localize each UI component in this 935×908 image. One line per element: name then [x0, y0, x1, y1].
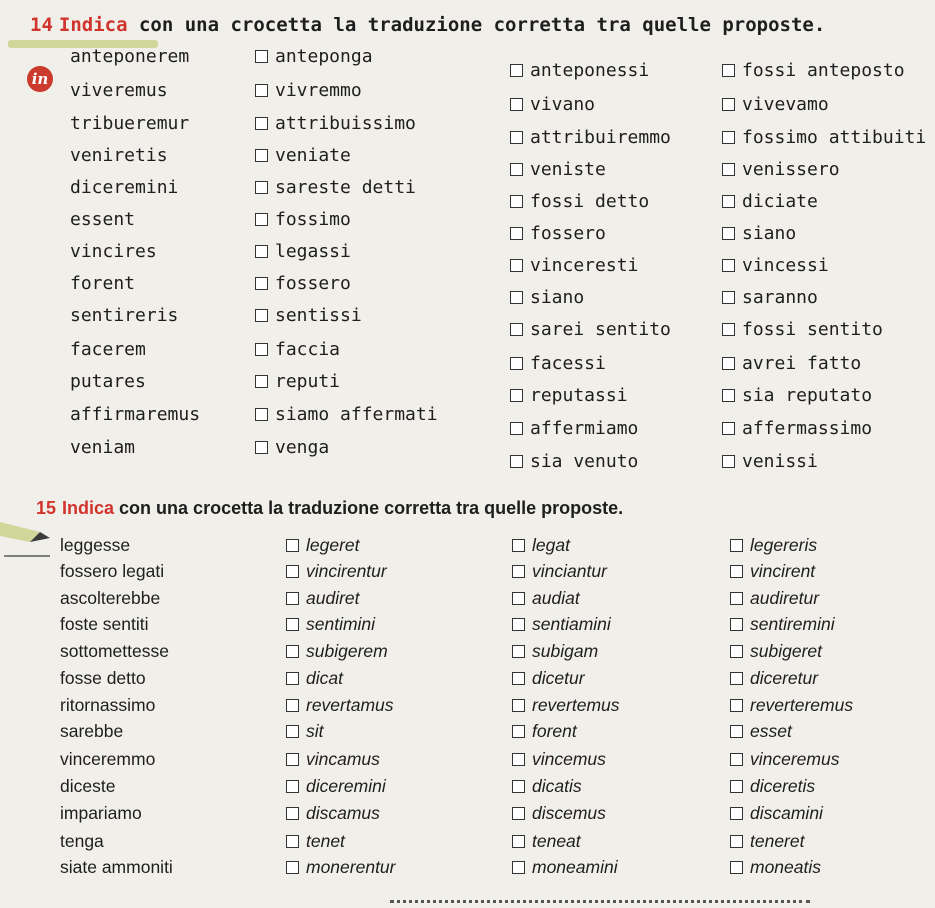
ex14-option[interactable]	[255, 241, 351, 262]
ex15-option[interactable]	[286, 857, 396, 878]
checkbox-icon[interactable]	[730, 672, 743, 685]
ex15-option-label: sentimini	[306, 614, 376, 634]
ex14-option-label: fossero	[275, 273, 351, 294]
ex14-prompt-word: putares	[70, 371, 146, 392]
ex15-option[interactable]	[512, 588, 580, 609]
ex15-option[interactable]	[512, 695, 620, 716]
ex14-option-label: faccia	[275, 339, 341, 360]
ex14-row	[0, 371, 935, 406]
divider	[390, 900, 810, 907]
checkbox-icon[interactable]	[510, 195, 523, 208]
ex14-option[interactable]	[255, 273, 351, 294]
ex15-option-label: subigeret	[750, 641, 822, 661]
ex14-option-label: legassi	[275, 241, 351, 262]
ex15-option-label: audiat	[532, 588, 580, 608]
checkbox-icon[interactable]	[510, 357, 523, 370]
ex14-option[interactable]	[255, 145, 351, 166]
checkbox-icon[interactable]	[510, 291, 523, 304]
ex14-option-label: attribuissimo	[275, 113, 416, 134]
ex14-option-label: fossimo attibuiti	[742, 127, 927, 148]
ex15-option-label: sit	[306, 721, 324, 741]
checkbox-icon[interactable]	[510, 323, 523, 336]
checkbox-icon[interactable]	[722, 195, 735, 208]
ex14-row	[0, 437, 935, 472]
ex15-instruction-text: con una crocetta la traduzione corretta tra quelle proposte.	[114, 498, 624, 518]
checkbox-icon[interactable]	[722, 291, 735, 304]
checkbox-icon[interactable]	[255, 441, 268, 454]
ex14-option[interactable]	[722, 451, 818, 472]
checkbox-icon[interactable]	[512, 672, 525, 685]
checkbox-icon[interactable]	[255, 50, 268, 63]
ex15-option-label: teneat	[532, 831, 581, 851]
ex15-option-label: reverteremus	[750, 695, 854, 715]
checkbox-icon[interactable]	[512, 539, 525, 552]
ex15-option[interactable]	[730, 695, 853, 716]
checkbox-icon[interactable]	[512, 780, 525, 793]
ex15-row	[0, 721, 935, 751]
checkbox-icon[interactable]	[255, 309, 268, 322]
checkbox-icon[interactable]	[286, 753, 299, 766]
ex15-option-label: dicatis	[532, 776, 582, 796]
checkbox-icon[interactable]	[510, 227, 523, 240]
ex15-option[interactable]	[512, 721, 577, 742]
ex15-prompt-word: vinceremmo	[60, 749, 156, 769]
ex14-option-label: affermiamo	[530, 418, 639, 439]
ex15-option[interactable]	[286, 588, 360, 609]
checkbox-icon[interactable]	[510, 64, 523, 77]
ex15-option[interactable]	[286, 721, 324, 742]
ex15-prompt-word: impariamo	[60, 803, 142, 823]
ex14-prompt-word: veniretis	[70, 145, 168, 166]
ex15-option[interactable]	[286, 641, 388, 662]
checkbox-icon[interactable]	[512, 835, 525, 848]
checkbox-icon[interactable]	[286, 699, 299, 712]
ex14-prompt-word: anteponerem	[70, 46, 190, 67]
ex14-option-label: avrei fatto	[742, 353, 862, 374]
checkbox-icon[interactable]	[730, 592, 743, 605]
checkbox-icon[interactable]	[255, 117, 268, 130]
ex15-option[interactable]	[286, 831, 345, 852]
ex14-option-label: veniate	[275, 145, 351, 166]
checkbox-icon[interactable]	[730, 807, 743, 820]
ex14-option-label: vivevamo	[742, 94, 829, 115]
ex14-option[interactable]	[255, 46, 373, 67]
ex15-prompt-word: fossero legati	[60, 561, 165, 581]
ex14-option[interactable]	[722, 385, 872, 406]
ex14-option[interactable]	[255, 437, 329, 458]
ex15-verb: Indica	[62, 498, 115, 518]
ex14-option-label: siano	[742, 223, 797, 244]
ex14-option[interactable]	[510, 418, 638, 439]
ex15-option-label: discamus	[306, 803, 380, 823]
checkbox-icon[interactable]	[255, 213, 268, 226]
ex15-option-label: sentiremini	[750, 614, 835, 634]
ex14-option[interactable]	[510, 451, 638, 472]
checkbox-icon[interactable]	[512, 565, 525, 578]
checkbox-icon[interactable]	[255, 375, 268, 388]
checkbox-icon[interactable]	[255, 181, 268, 194]
ex14-option-label: affermassimo	[742, 418, 873, 439]
ex14-instruction-text: con una crocetta la traduzione corretta tra quelle proposte.	[127, 14, 826, 36]
ex15-row	[0, 561, 935, 591]
ex15-option-label: tenet	[306, 831, 345, 851]
checkbox-icon[interactable]	[730, 835, 743, 848]
ex14-option-label: attribuiremmo	[530, 127, 671, 148]
ex14-prompt-word: diceremini	[70, 177, 179, 198]
ex14-prompt-word: tribueremur	[70, 113, 190, 134]
ex15-option-label: moneamini	[532, 857, 618, 877]
ex15-option[interactable]	[512, 641, 598, 662]
checkbox-icon[interactable]	[286, 725, 299, 738]
checkbox-icon[interactable]	[510, 422, 523, 435]
ex15-option-label: revertamus	[306, 695, 394, 715]
ex14-prompt-word: sentireris	[70, 305, 179, 326]
checkbox-icon[interactable]	[722, 259, 735, 272]
ex15-option[interactable]	[286, 561, 387, 582]
ex14-row	[0, 404, 935, 439]
ex15-prompt-word: sottomettesse	[60, 641, 169, 661]
checkbox-icon[interactable]	[510, 131, 523, 144]
ex14-option-label: sarei sentito	[530, 319, 671, 340]
ex15-option[interactable]	[512, 614, 611, 635]
ex15-option-label: esset	[750, 721, 792, 741]
ex14-option-label: fossi sentito	[742, 319, 883, 340]
ex15-row	[0, 641, 935, 671]
ex14-row	[0, 113, 935, 148]
ex15-option[interactable]	[730, 831, 804, 852]
ex14-option-label: fossero	[530, 223, 606, 244]
ex14-option[interactable]	[722, 94, 829, 115]
ex15-option-label: dicetur	[532, 668, 585, 688]
ex15-option-label: sentiamini	[532, 614, 611, 634]
ex14-prompt-word: forent	[70, 273, 136, 294]
ex14-option[interactable]	[255, 339, 340, 360]
ex15-option[interactable]	[286, 803, 380, 824]
ex14-option-label: veniste	[530, 159, 606, 180]
checkbox-icon[interactable]	[255, 277, 268, 290]
ex14-prompt-word: veniam	[70, 437, 136, 458]
ex15-option-label: forent	[532, 721, 577, 741]
ex15-option[interactable]	[730, 561, 815, 582]
ex15-row	[0, 857, 935, 887]
checkbox-icon[interactable]	[286, 592, 299, 605]
checkbox-icon[interactable]	[722, 422, 735, 435]
ex14-option-label: sia venuto	[530, 451, 639, 472]
ex14-option-label: anteponga	[275, 46, 373, 67]
ex15-option-label: audiretur	[750, 588, 820, 608]
ex15-option[interactable]	[730, 776, 815, 797]
ex14-option-label: siamo affermati	[275, 404, 438, 425]
ex15-option[interactable]	[512, 803, 606, 824]
ex14-option-label: reputassi	[530, 385, 628, 406]
ex15-prompt-word: ascolterebbe	[60, 588, 161, 608]
ex15-option-label: vincemus	[532, 749, 606, 769]
checkbox-icon[interactable]	[255, 343, 268, 356]
ex15-prompt-word: tenga	[60, 831, 104, 851]
ex15-option[interactable]	[512, 561, 607, 582]
ex14-option[interactable]	[510, 319, 671, 340]
ex14-row	[0, 80, 935, 115]
ex15-option-label: legereris	[750, 535, 818, 555]
ex14-option-label: vinceresti	[530, 255, 639, 276]
ex14-option[interactable]	[255, 404, 438, 425]
ex14-option-label: fossi anteposto	[742, 60, 905, 81]
ex15-option-label: diceretur	[750, 668, 819, 688]
ex15-option[interactable]	[730, 535, 817, 556]
ex15-option-label: diceremini	[306, 776, 386, 796]
checkbox-icon[interactable]	[286, 539, 299, 552]
ex15-option[interactable]	[730, 803, 823, 824]
ex15-option[interactable]	[512, 776, 582, 797]
ex14-option[interactable]	[255, 209, 351, 230]
checkbox-icon[interactable]	[722, 389, 735, 402]
ex14-option[interactable]	[722, 319, 883, 340]
checkbox-icon[interactable]	[512, 861, 525, 874]
checkbox-icon[interactable]	[512, 807, 525, 820]
checkbox-icon[interactable]	[722, 131, 735, 144]
ex14-row	[0, 145, 935, 180]
checkbox-icon[interactable]	[512, 699, 525, 712]
ex15-option-label: teneret	[750, 831, 805, 851]
ex15-option[interactable]	[512, 668, 585, 689]
checkbox-icon[interactable]	[730, 645, 743, 658]
ex15-option[interactable]	[286, 535, 360, 556]
ex15-option[interactable]	[730, 641, 822, 662]
ex15-prompt-word: diceste	[60, 776, 116, 796]
ex14-option-label: saranno	[742, 287, 818, 308]
checkbox-icon[interactable]	[510, 163, 523, 176]
ex14-option[interactable]	[255, 305, 362, 326]
ex14-number: 14	[30, 14, 53, 36]
ex14-option-label: vincessi	[742, 255, 829, 276]
ex14-verb: Indica	[58, 14, 128, 36]
ex14-option[interactable]	[722, 418, 872, 439]
ex15-option-label: vincirent	[750, 561, 816, 581]
ex14-option[interactable]	[255, 177, 416, 198]
ex15-option[interactable]	[286, 614, 375, 635]
checkbox-icon[interactable]	[730, 618, 743, 631]
ex14-option[interactable]	[255, 371, 340, 392]
ex15-row	[0, 803, 935, 833]
ex15-option[interactable]	[730, 668, 818, 689]
ex14-option-label: fossi detto	[530, 191, 650, 212]
ex14-option[interactable]	[510, 385, 628, 406]
ex15-prompt-word: leggesse	[60, 535, 131, 555]
ex14-row	[0, 339, 935, 374]
checkbox-icon[interactable]	[255, 245, 268, 258]
ex15-option[interactable]	[730, 614, 835, 635]
ex15-option[interactable]	[512, 857, 618, 878]
ex15-option[interactable]	[286, 695, 394, 716]
checkbox-icon[interactable]	[512, 725, 525, 738]
checkbox-icon[interactable]	[722, 323, 735, 336]
checkbox-icon[interactable]	[286, 807, 299, 820]
ex15-row	[0, 776, 935, 806]
ex14-option-label: fossimo	[275, 209, 351, 230]
ex14-option-label: vivano	[530, 94, 596, 115]
ex15-row	[0, 749, 935, 779]
ex15-number: 15	[36, 498, 57, 518]
ex14-option-label: anteponessi	[530, 60, 650, 81]
checkbox-icon[interactable]	[722, 357, 735, 370]
ex15-option-label: diceretis	[750, 776, 816, 796]
ex15-option[interactable]	[730, 857, 821, 878]
ex14-row	[0, 305, 935, 340]
checkbox-icon[interactable]	[730, 725, 743, 738]
checkbox-icon[interactable]	[510, 455, 523, 468]
ex15-option-label: vincamus	[306, 749, 380, 769]
ex15-instruction	[36, 498, 623, 519]
checkbox-icon[interactable]	[255, 408, 268, 421]
ex15-option[interactable]	[512, 749, 606, 770]
ex14-option-label: diciate	[742, 191, 818, 212]
checkbox-icon[interactable]	[510, 389, 523, 402]
ex14-option-label: sareste detti	[275, 177, 416, 198]
ex15-option-label: discemus	[532, 803, 606, 823]
ex14-option[interactable]	[510, 94, 595, 115]
ex15-option-label: subigam	[532, 641, 599, 661]
checkbox-icon[interactable]	[512, 753, 525, 766]
ex14-option-label: sia reputato	[742, 385, 873, 406]
ex15-option-label: vinciantur	[532, 561, 607, 581]
ex15-prompt-word: fosse detto	[60, 668, 146, 688]
checkbox-icon[interactable]	[730, 699, 743, 712]
ex15-option-label: vinceremus	[750, 749, 840, 769]
checkbox-icon[interactable]	[722, 64, 735, 77]
ex14-row	[0, 273, 935, 308]
ex14-prompt-word: viveremus	[70, 80, 168, 101]
ex14-option-label: sentissi	[275, 305, 362, 326]
ex15-prompt-word: foste sentiti	[60, 614, 149, 634]
ex15-row	[0, 614, 935, 644]
checkbox-icon[interactable]	[730, 753, 743, 766]
ex15-option[interactable]	[286, 776, 386, 797]
ex14-option-label: facessi	[530, 353, 606, 374]
ex14-row	[0, 241, 935, 276]
ex15-option[interactable]	[730, 721, 792, 742]
ex15-option-label: legeret	[306, 535, 360, 555]
ex15-option[interactable]	[512, 831, 581, 852]
ex15-option-label: subigerem	[306, 641, 388, 661]
ex15-row	[0, 668, 935, 698]
ex14-option-label: siano	[530, 287, 585, 308]
checkbox-icon[interactable]	[722, 163, 735, 176]
ex15-option[interactable]	[512, 535, 570, 556]
ex15-option-label: audiret	[306, 588, 360, 608]
checkbox-icon[interactable]	[286, 780, 299, 793]
checkbox-icon[interactable]	[286, 645, 299, 658]
ex14-row	[0, 177, 935, 212]
checkbox-icon[interactable]	[510, 259, 523, 272]
ex14-option-label: reputi	[275, 371, 341, 392]
ex14-option[interactable]	[255, 113, 416, 134]
checkbox-icon[interactable]	[722, 98, 735, 111]
checkbox-icon[interactable]	[255, 84, 268, 97]
ex15-option-label: legat	[532, 535, 570, 555]
checkbox-icon[interactable]	[512, 618, 525, 631]
ex14-instruction	[30, 14, 825, 36]
ex15-prompt-word: sarebbe	[60, 721, 124, 741]
checkbox-icon[interactable]	[730, 780, 743, 793]
checkbox-icon[interactable]	[512, 645, 525, 658]
ex15-option-label: dicat	[306, 668, 343, 688]
ex14-option[interactable]	[510, 60, 649, 81]
ex15-option[interactable]	[730, 588, 819, 609]
ex15-option[interactable]	[286, 668, 343, 689]
ex14-prompt-word: essent	[70, 209, 136, 230]
ex14-prompt-word: facerem	[70, 339, 146, 360]
ex15-option-label: revertemus	[532, 695, 620, 715]
checkbox-icon[interactable]	[722, 227, 735, 240]
ex15-option-label: discamini	[750, 803, 823, 823]
ex14-prompt-word: vincires	[70, 241, 157, 262]
ex15-option-label: vincirentur	[306, 561, 387, 581]
checkbox-icon[interactable]	[512, 592, 525, 605]
checkbox-icon[interactable]	[730, 861, 743, 874]
checkbox-icon[interactable]	[286, 672, 299, 685]
ex14-option[interactable]	[255, 80, 362, 101]
checkbox-icon[interactable]	[510, 98, 523, 111]
ex15-option-label: monerentur	[306, 857, 396, 877]
ex15-prompt-word: ritornassimo	[60, 695, 156, 715]
checkbox-icon[interactable]	[730, 565, 743, 578]
in-badge-icon: in	[27, 66, 53, 92]
checkbox-icon[interactable]	[730, 539, 743, 552]
ex15-option-label: moneatis	[750, 857, 822, 877]
checkbox-icon[interactable]	[286, 861, 299, 874]
ex14-option-label: venissi	[742, 451, 818, 472]
ex14-option-label: vivremmo	[275, 80, 362, 101]
checkbox-icon[interactable]	[286, 565, 299, 578]
ex14-option-label: venissero	[742, 159, 840, 180]
checkbox-icon[interactable]	[722, 455, 735, 468]
checkbox-icon[interactable]	[286, 835, 299, 848]
ex15-prompt-word: siate ammoniti	[60, 857, 173, 877]
ex15-option[interactable]	[730, 749, 839, 770]
ex14-row	[0, 209, 935, 244]
checkbox-icon[interactable]	[286, 618, 299, 631]
ex15-option[interactable]	[286, 749, 380, 770]
ex14-prompt-word: affirmaremus	[70, 404, 201, 425]
ex14-option[interactable]	[722, 60, 905, 81]
checkbox-icon[interactable]	[255, 149, 268, 162]
ex14-option-label: venga	[275, 437, 330, 458]
